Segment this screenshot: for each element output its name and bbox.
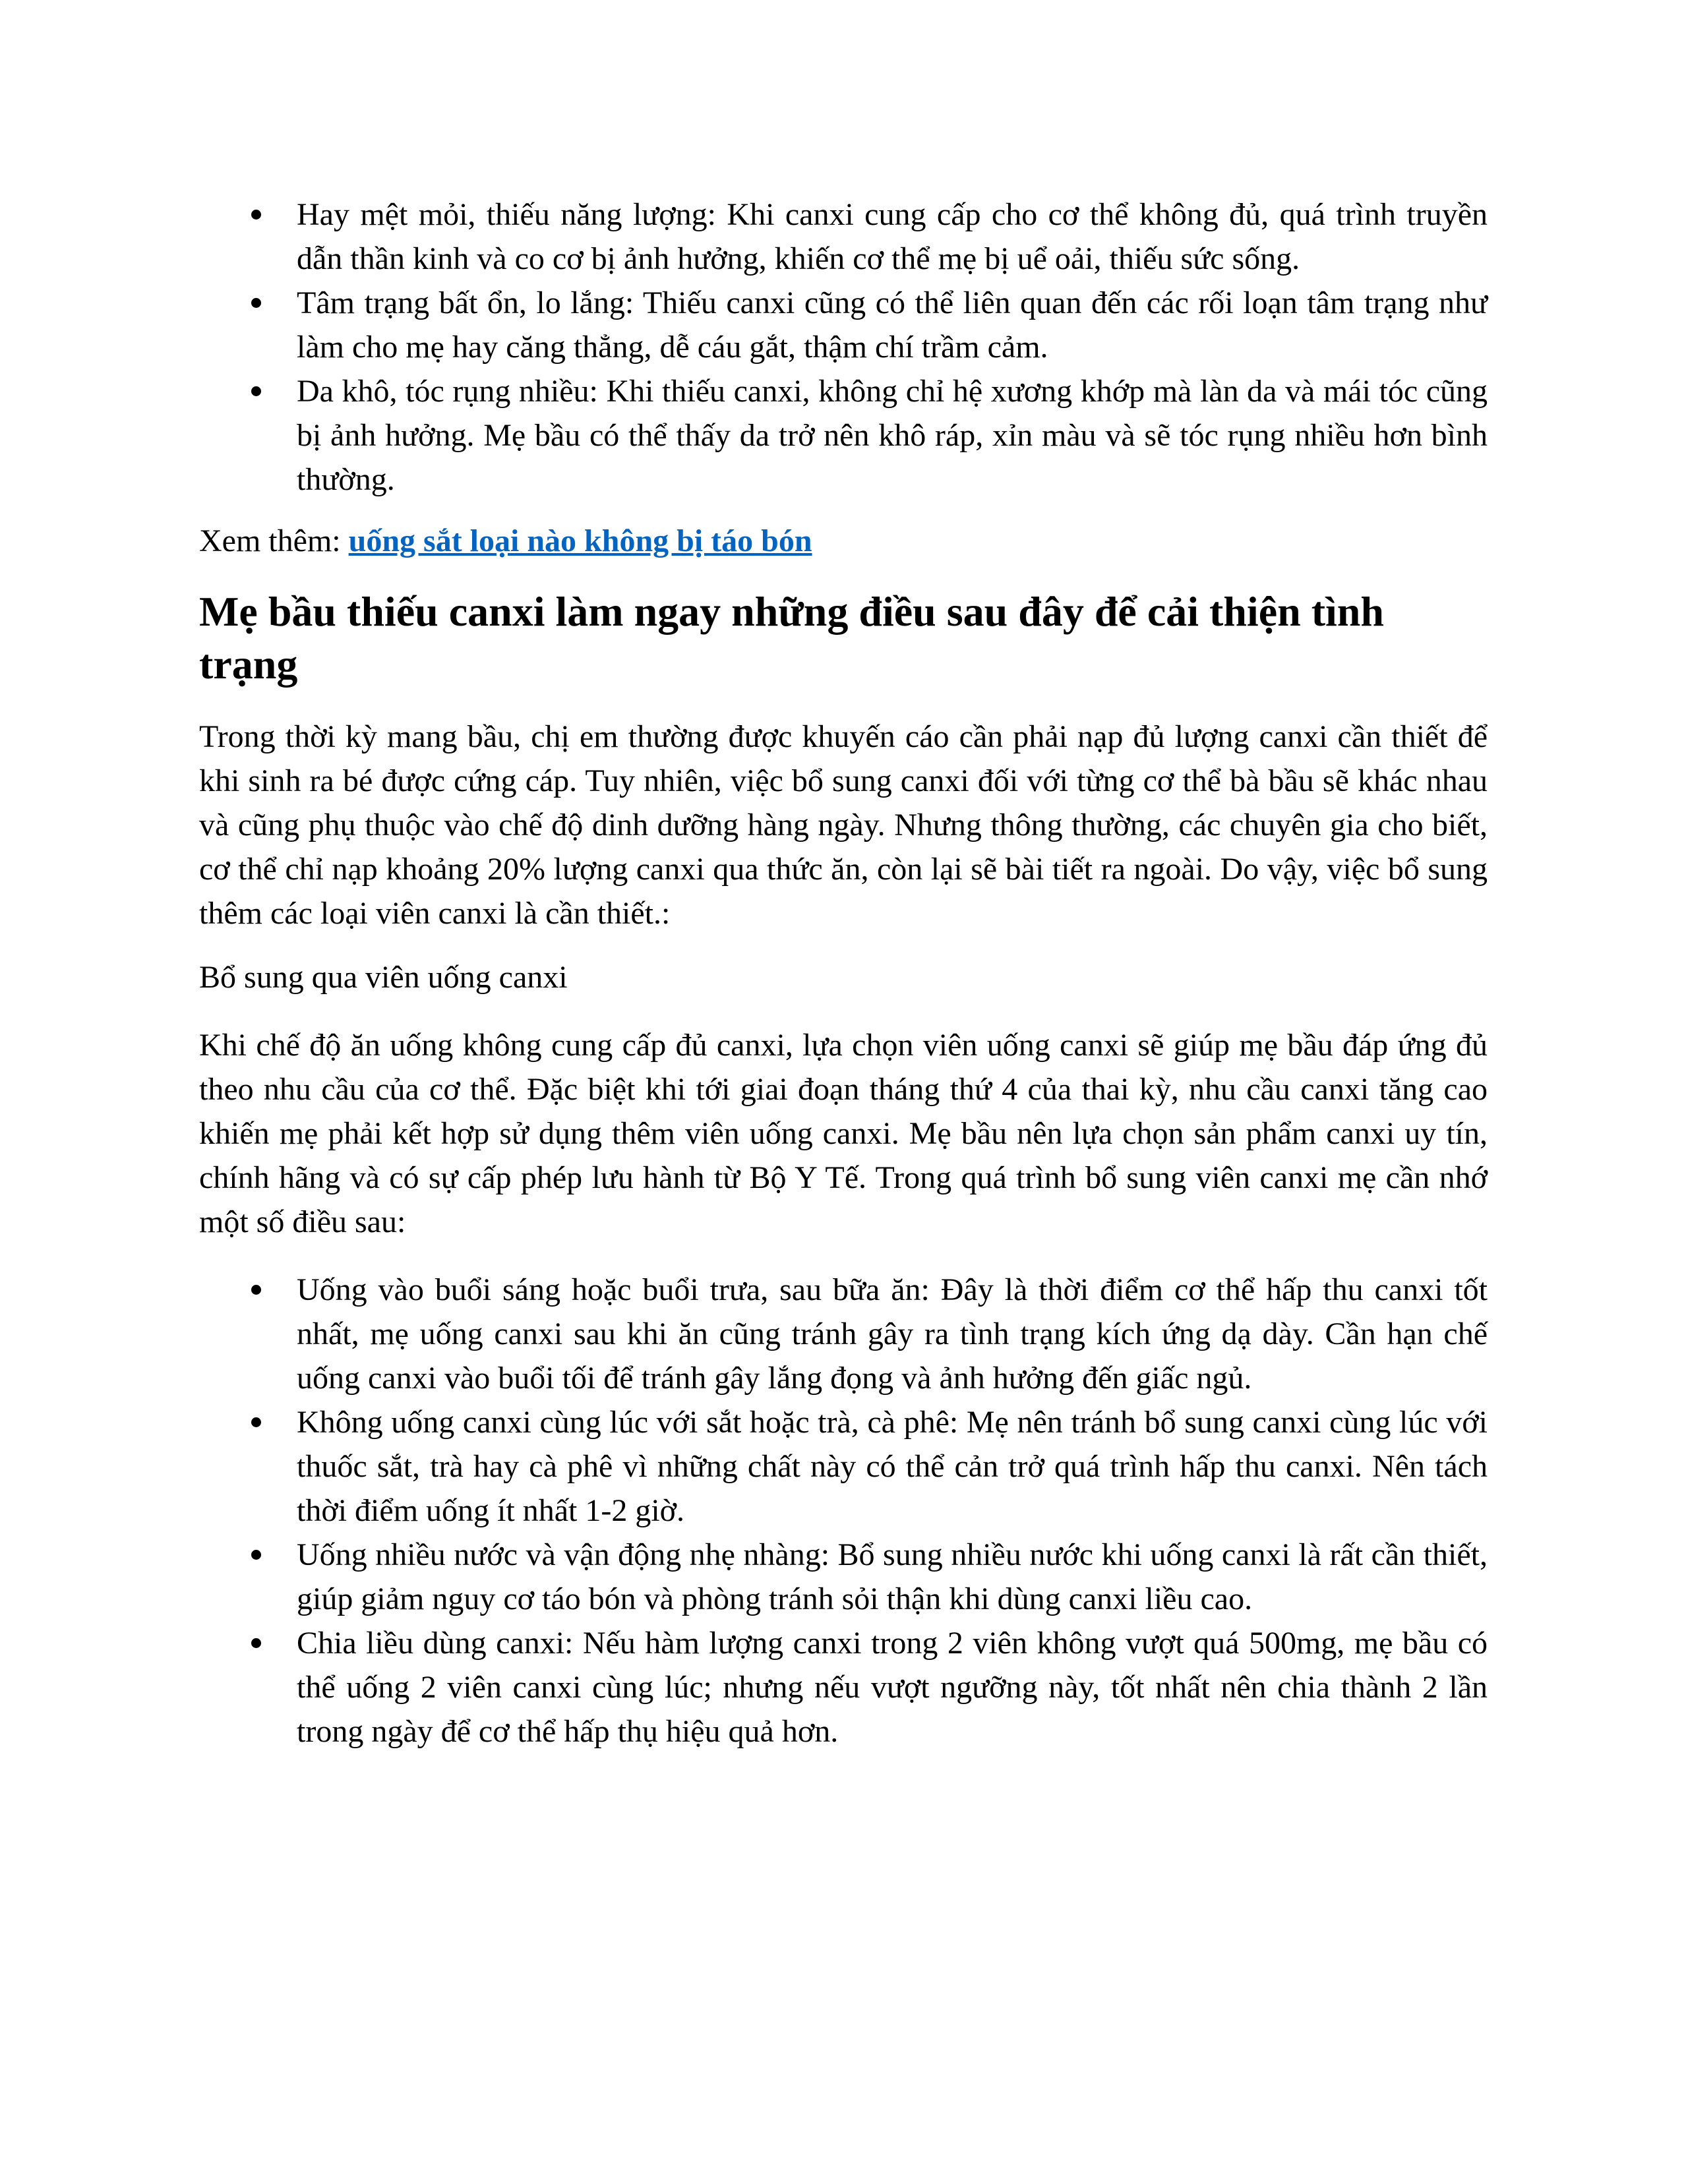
list-item xyxy=(199,281,1488,369)
list-item-text: Hay mệt mỏi, thiếu năng lượng: Khi canxi cung cấp cho cơ thể không đủ, quá trình truyền dẫn thần kinh và co cơ bị ảnh hưởng, khiến cơ thể mẹ bị uể oải, thiếu sức sống. xyxy=(297,197,1488,276)
bullet-icon xyxy=(251,386,261,396)
body-paragraph: Khi chế độ ăn uống không cung cấp đủ canxi, lựa chọn viên uống canxi sẽ giúp mẹ bầu đáp ứng đủ theo nhu cầu của cơ thể. Đặc biệt khi tới giai đoạn tháng thứ 4 của thai kỳ, nhu cầu canxi tăng cao khiến mẹ phải kết hợp sử dụng thêm viên uống canxi. Mẹ bầu nên lựa chọn sản phẩm canxi uy tín, chính hãng và có sự cấp phép lưu hành từ Bộ Y Tế. Trong quá trình bổ sung viên canxi mẹ cần nhớ một số điều sau: xyxy=(199,1028,1488,1239)
bullet-icon xyxy=(251,1417,261,1427)
list-item-text: Uống vào buổi sáng hoặc buổi trưa, sau bữa ăn: Đây là thời điểm cơ thể hấp thu canxi tốt nhất, mẹ uống canxi sau khi ăn cũng tránh gây ra tình trạng kích ứng dạ dày. Cần hạn chế uống canxi vào buổi tối để tránh gây lắng đọng và ảnh hưởng đến giấc ngủ. xyxy=(297,1272,1488,1396)
list-item-text: Không uống canxi cùng lúc với sắt hoặc trà, cà phê: Mẹ nên tránh bổ sung canxi cùng lúc với thuốc sắt, trà hay cà phê vì những chất này có thể cản trở quá trình hấp thu canxi. Nên tách thời điểm uống ít nhất 1-2 giờ. xyxy=(297,1405,1488,1528)
section-title: Mẹ bầu thiếu canxi làm ngay những điều sau đây để cải thiện tình trạng xyxy=(199,588,1384,688)
list-item-text: Chia liều dùng canxi: Nếu hàm lượng canxi trong 2 viên không vượt quá 500mg, mẹ bầu có thể uống 2 viên canxi cùng lúc; nhưng nếu vượt ngưỡng này, tốt nhất nên chia thành 2 lần trong ngày để cơ thể hấp thụ hiệu quả hơn. xyxy=(297,1626,1488,1749)
list-item xyxy=(199,369,1488,502)
list-item xyxy=(199,1400,1488,1533)
bullet-icon xyxy=(251,1285,261,1295)
tips-list xyxy=(199,1268,1488,1754)
document-content xyxy=(199,192,1488,1754)
bullet-icon xyxy=(251,1550,261,1560)
list-item-text: Uống nhiều nước và vận động nhẹ nhàng: Bổ sung nhiều nước khi uống canxi là rất cần thiết, giúp giảm nguy cơ táo bón và phòng tránh sỏi thận khi dùng canxi liều cao. xyxy=(297,1537,1488,1616)
see-more-line xyxy=(199,519,1488,563)
bullet-icon xyxy=(251,210,261,220)
list-item-text: Tâm trạng bất ổn, lo lắng: Thiếu canxi cũng có thể liên quan đến các rối loạn tâm trạng như làm cho mẹ hay căng thẳng, dễ cáu gắt, thậm chí trầm cảm. xyxy=(297,285,1488,365)
see-more-label: Xem thêm: xyxy=(199,523,349,558)
list-item xyxy=(199,1621,1488,1754)
list-item xyxy=(199,1533,1488,1621)
see-more-link[interactable]: uống sắt loại nào không bị táo bón xyxy=(348,523,812,558)
subheading: Bổ sung qua viên uống canxi xyxy=(199,960,568,995)
bullet-icon xyxy=(251,1638,261,1648)
intro-paragraph: Trong thời kỳ mang bầu, chị em thường được khuyến cáo cần phải nạp đủ lượng canxi cần thiết để khi sinh ra bé được cứng cáp. Tuy nhiên, việc bổ sung canxi đối với từng cơ thể bà bầu sẽ khác nhau và cũng phụ thuộc vào chế độ dinh dưỡng hàng ngày. Nhưng thông thường, các chuyên gia cho biết, cơ thể chỉ nạp khoảng 20% lượng canxi qua thức ăn, còn lại sẽ bài tiết ra ngoài. Do vậy, việc bổ sung thêm các loại viên canxi là cần thiết.: xyxy=(199,719,1488,931)
list-item-text: Da khô, tóc rụng nhiều: Khi thiếu canxi, không chỉ hệ xương khớp mà làn da và mái tóc cũng bị ảnh hưởng. Mẹ bầu có thể thấy da trở nên khô ráp, xỉn màu và sẽ tóc rụng nhiều hơn bình thường. xyxy=(297,374,1488,497)
list-item xyxy=(199,1268,1488,1400)
list-item xyxy=(199,192,1488,281)
symptom-list xyxy=(199,192,1488,502)
bullet-icon xyxy=(251,298,261,308)
